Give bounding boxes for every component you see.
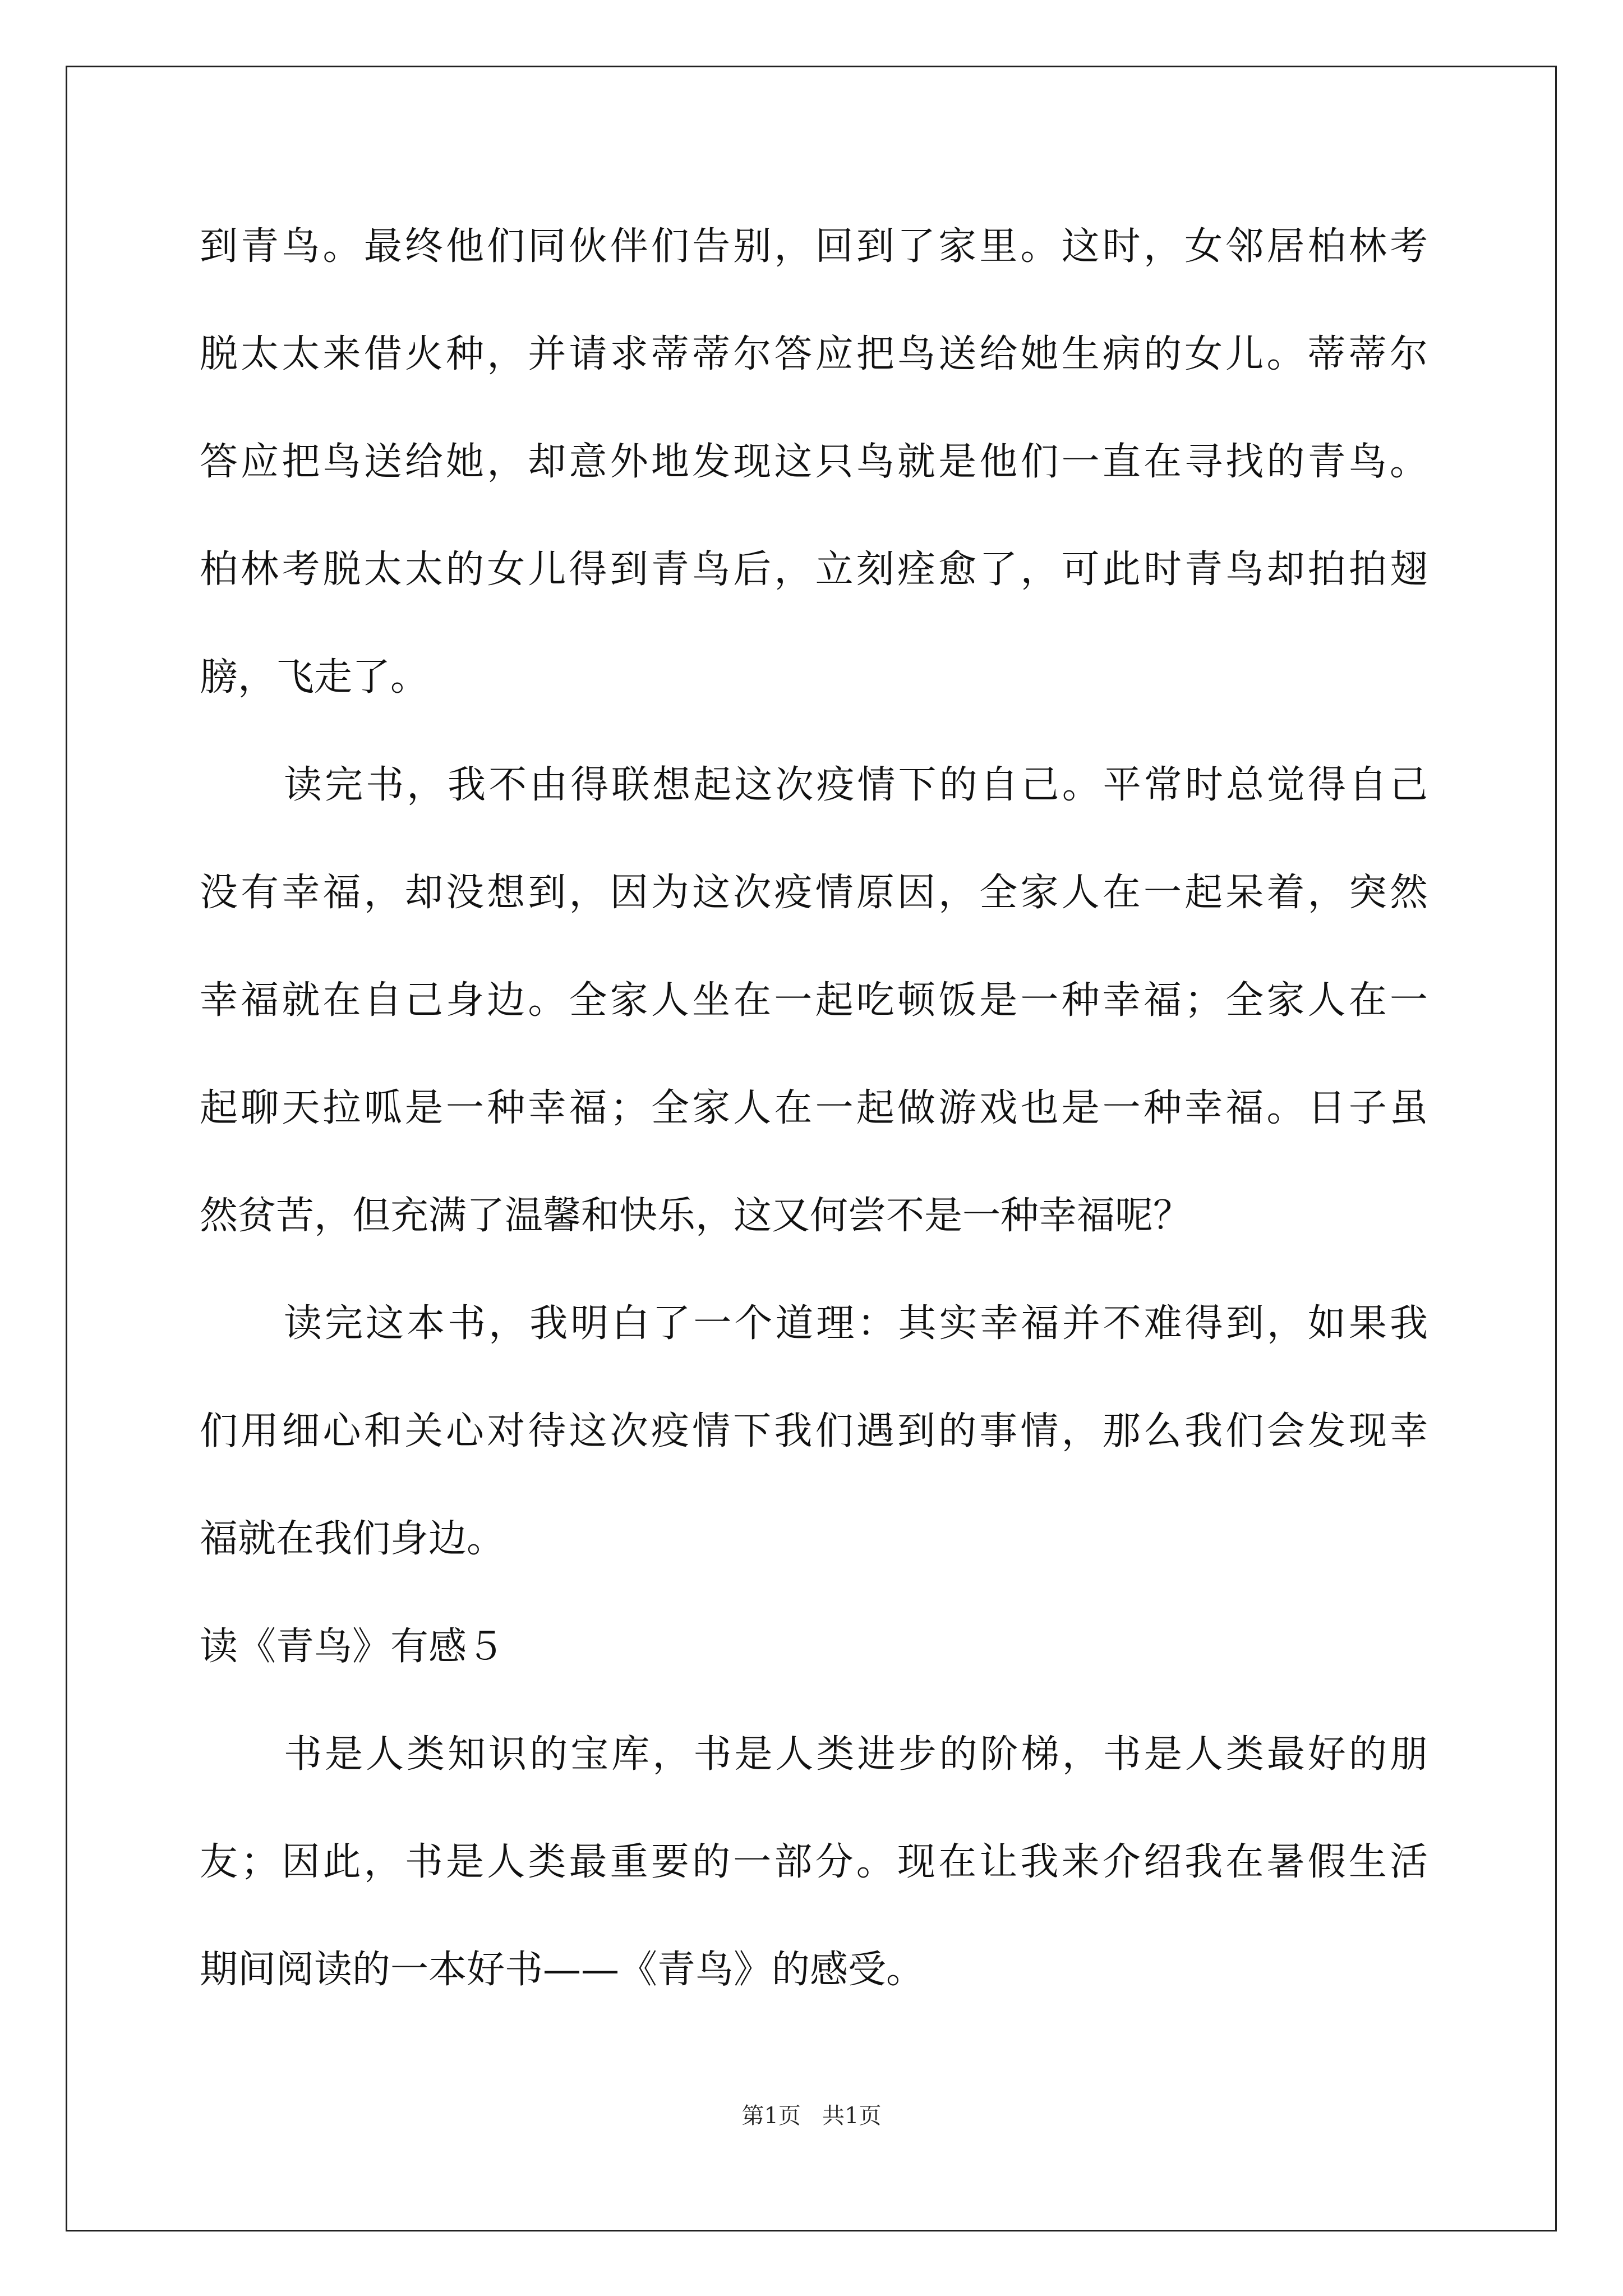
text-line-5: 膀，飞走了。 (200, 655, 429, 700)
text-line-15: 书是人类知识的宝库，书是人类进步的阶梯，书是人类最好的朋 (284, 1732, 1428, 1777)
text-line-17: 期间阅读的一本好书——《青鸟》的感受。 (200, 1948, 925, 1992)
text-line-12: 们用细心和关心对待这次疫情下我们遇到的事情，那么我们会发现幸 (200, 1409, 1428, 1453)
page-footer: 第1页 共1页 (741, 2103, 882, 2129)
text-line-9: 起聊天拉呱是一种幸福；全家人在一起做游戏也是一种幸福。日子虽 (200, 1086, 1428, 1130)
document-body (200, 213, 1428, 2044)
text-line-11: 读完这本书，我明白了一个道理：其实幸福并不难得到，如果我 (284, 1301, 1428, 1346)
text-line-7: 没有幸福，却没想到，因为这次疫情原因，全家人在一起呆着，突然 (200, 871, 1428, 915)
text-line-2: 脱太太来借火种，并请求蒂蒂尔答应把鸟送给她生病的女儿。蒂蒂尔 (200, 332, 1428, 376)
section-heading: 读《青鸟》有感５ (200, 1625, 505, 1669)
text-line-3: 答应把鸟送给她，却意外地发现这只鸟就是他们一直在寻找的青鸟。 (200, 440, 1428, 484)
text-line-4: 柏林考脱太太的女儿得到青鸟后，立刻痊愈了，可此时青鸟却拍拍翅 (200, 547, 1428, 592)
text-line-1: 到青鸟。最终他们同伙伴们告别，回到了家里。这时，女邻居柏林考 (200, 224, 1428, 269)
text-line-10: 然贫苦，但充满了温馨和快乐，这又何尝不是一种幸福呢？ (200, 1194, 1192, 1238)
text-line-16: 友；因此，书是人类最重要的一部分。现在让我来介绍我在暑假生活 (200, 1840, 1428, 1884)
text-line-8: 幸福就在自己身边。全家人坐在一起吃顿饭是一种幸福；全家人在一 (200, 978, 1428, 1023)
text-line-13: 福就在我们身边。 (200, 1517, 505, 1561)
text-line-6: 读完书，我不由得联想起这次疫情下的自己。平常时总觉得自己 (284, 763, 1428, 807)
